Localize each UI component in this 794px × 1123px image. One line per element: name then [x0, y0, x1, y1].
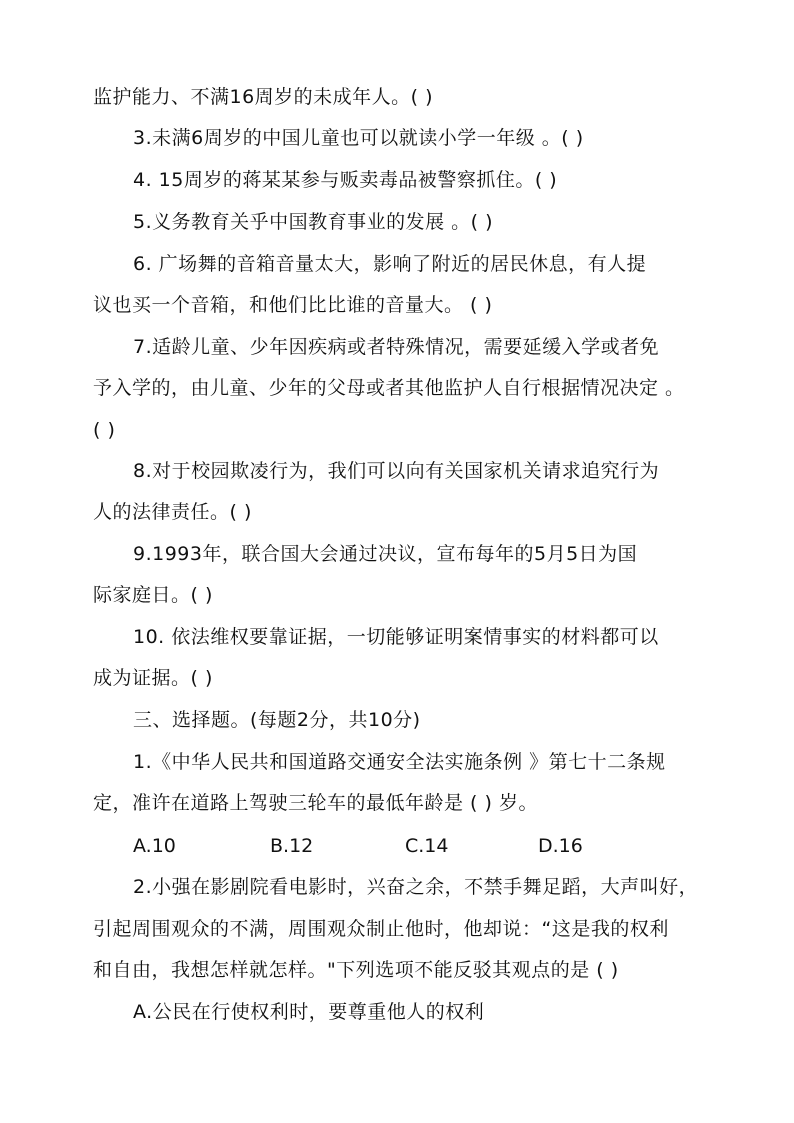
text-line: 予入学的，由儿童、少年的父母或者其他监护人自行根据情况决定 。 — [93, 377, 685, 399]
question-choice-2: 2.小强在影剧院看电影时，兴奋之余，不禁手舞足蹈，大声叫好， — [133, 876, 699, 898]
option-d: D.16 — [538, 835, 583, 857]
text-line: 监护能力、不满16周岁的未成年人。( ) — [93, 86, 434, 108]
question-true-false-6: 6. 广场舞的音箱音量太大，影响了附近的居民休息，有人提 — [133, 253, 647, 275]
question-true-false-9: 9.1993年，联合国大会通过决议，宣布每年的5月5日为国 — [133, 543, 638, 565]
section-heading-choice: 三、选择题。(每题2分，共10分) — [133, 709, 421, 731]
question-true-false-5: 5.义务教育关乎中国教育事业的发展 。( ) — [133, 211, 494, 233]
question-true-false-4: 4. 15周岁的蒋某某参与贩卖毒品被警察抓住。( ) — [133, 169, 558, 191]
option-b: B.12 — [270, 835, 314, 857]
question-true-false-3: 3.未满6周岁的中国儿童也可以就读小学一年级 。( ) — [133, 127, 584, 149]
question-true-false-8: 8.对于校园欺凌行为，我们可以向有关国家机关请求追究行为 — [133, 460, 660, 482]
question-choice-1: 1.《中华人民共和国道路交通安全法实施条例 》第七十二条规 — [133, 751, 666, 773]
question-true-false-10: 10. 依法维权要靠证据，一切能够证明案情事实的材料都可以 — [133, 626, 659, 648]
choice-option-a: A.公民在行使权利时，要尊重他人的权利 — [133, 1001, 485, 1023]
text-line: 人的法律责任。( ) — [93, 501, 252, 523]
text-line: 际家庭日。( ) — [93, 584, 213, 606]
answer-blank: ( ) — [93, 419, 116, 441]
text-line: 议也买一个音箱，和他们比比谁的音量大。 ( ) — [93, 294, 493, 316]
question-true-false-7: 7.适龄儿童、少年因疾病或者特殊情况，需要延缓入学或者免 — [133, 336, 660, 358]
text-line: 引起周围观众的不满，周围观众制止他时，他却说：“这是我的权利 — [93, 918, 669, 940]
option-c: C.14 — [405, 835, 449, 857]
text-line: 和自由，我想怎样就怎样。"下列选项不能反驳其观点的是 ( ) — [93, 959, 619, 981]
text-line: 定，准许在道路上驾驶三轮车的最低年龄是 ( ) 岁。 — [93, 792, 538, 814]
option-a: A.10 — [133, 835, 176, 857]
text-line: 成为证据。( ) — [93, 667, 213, 689]
